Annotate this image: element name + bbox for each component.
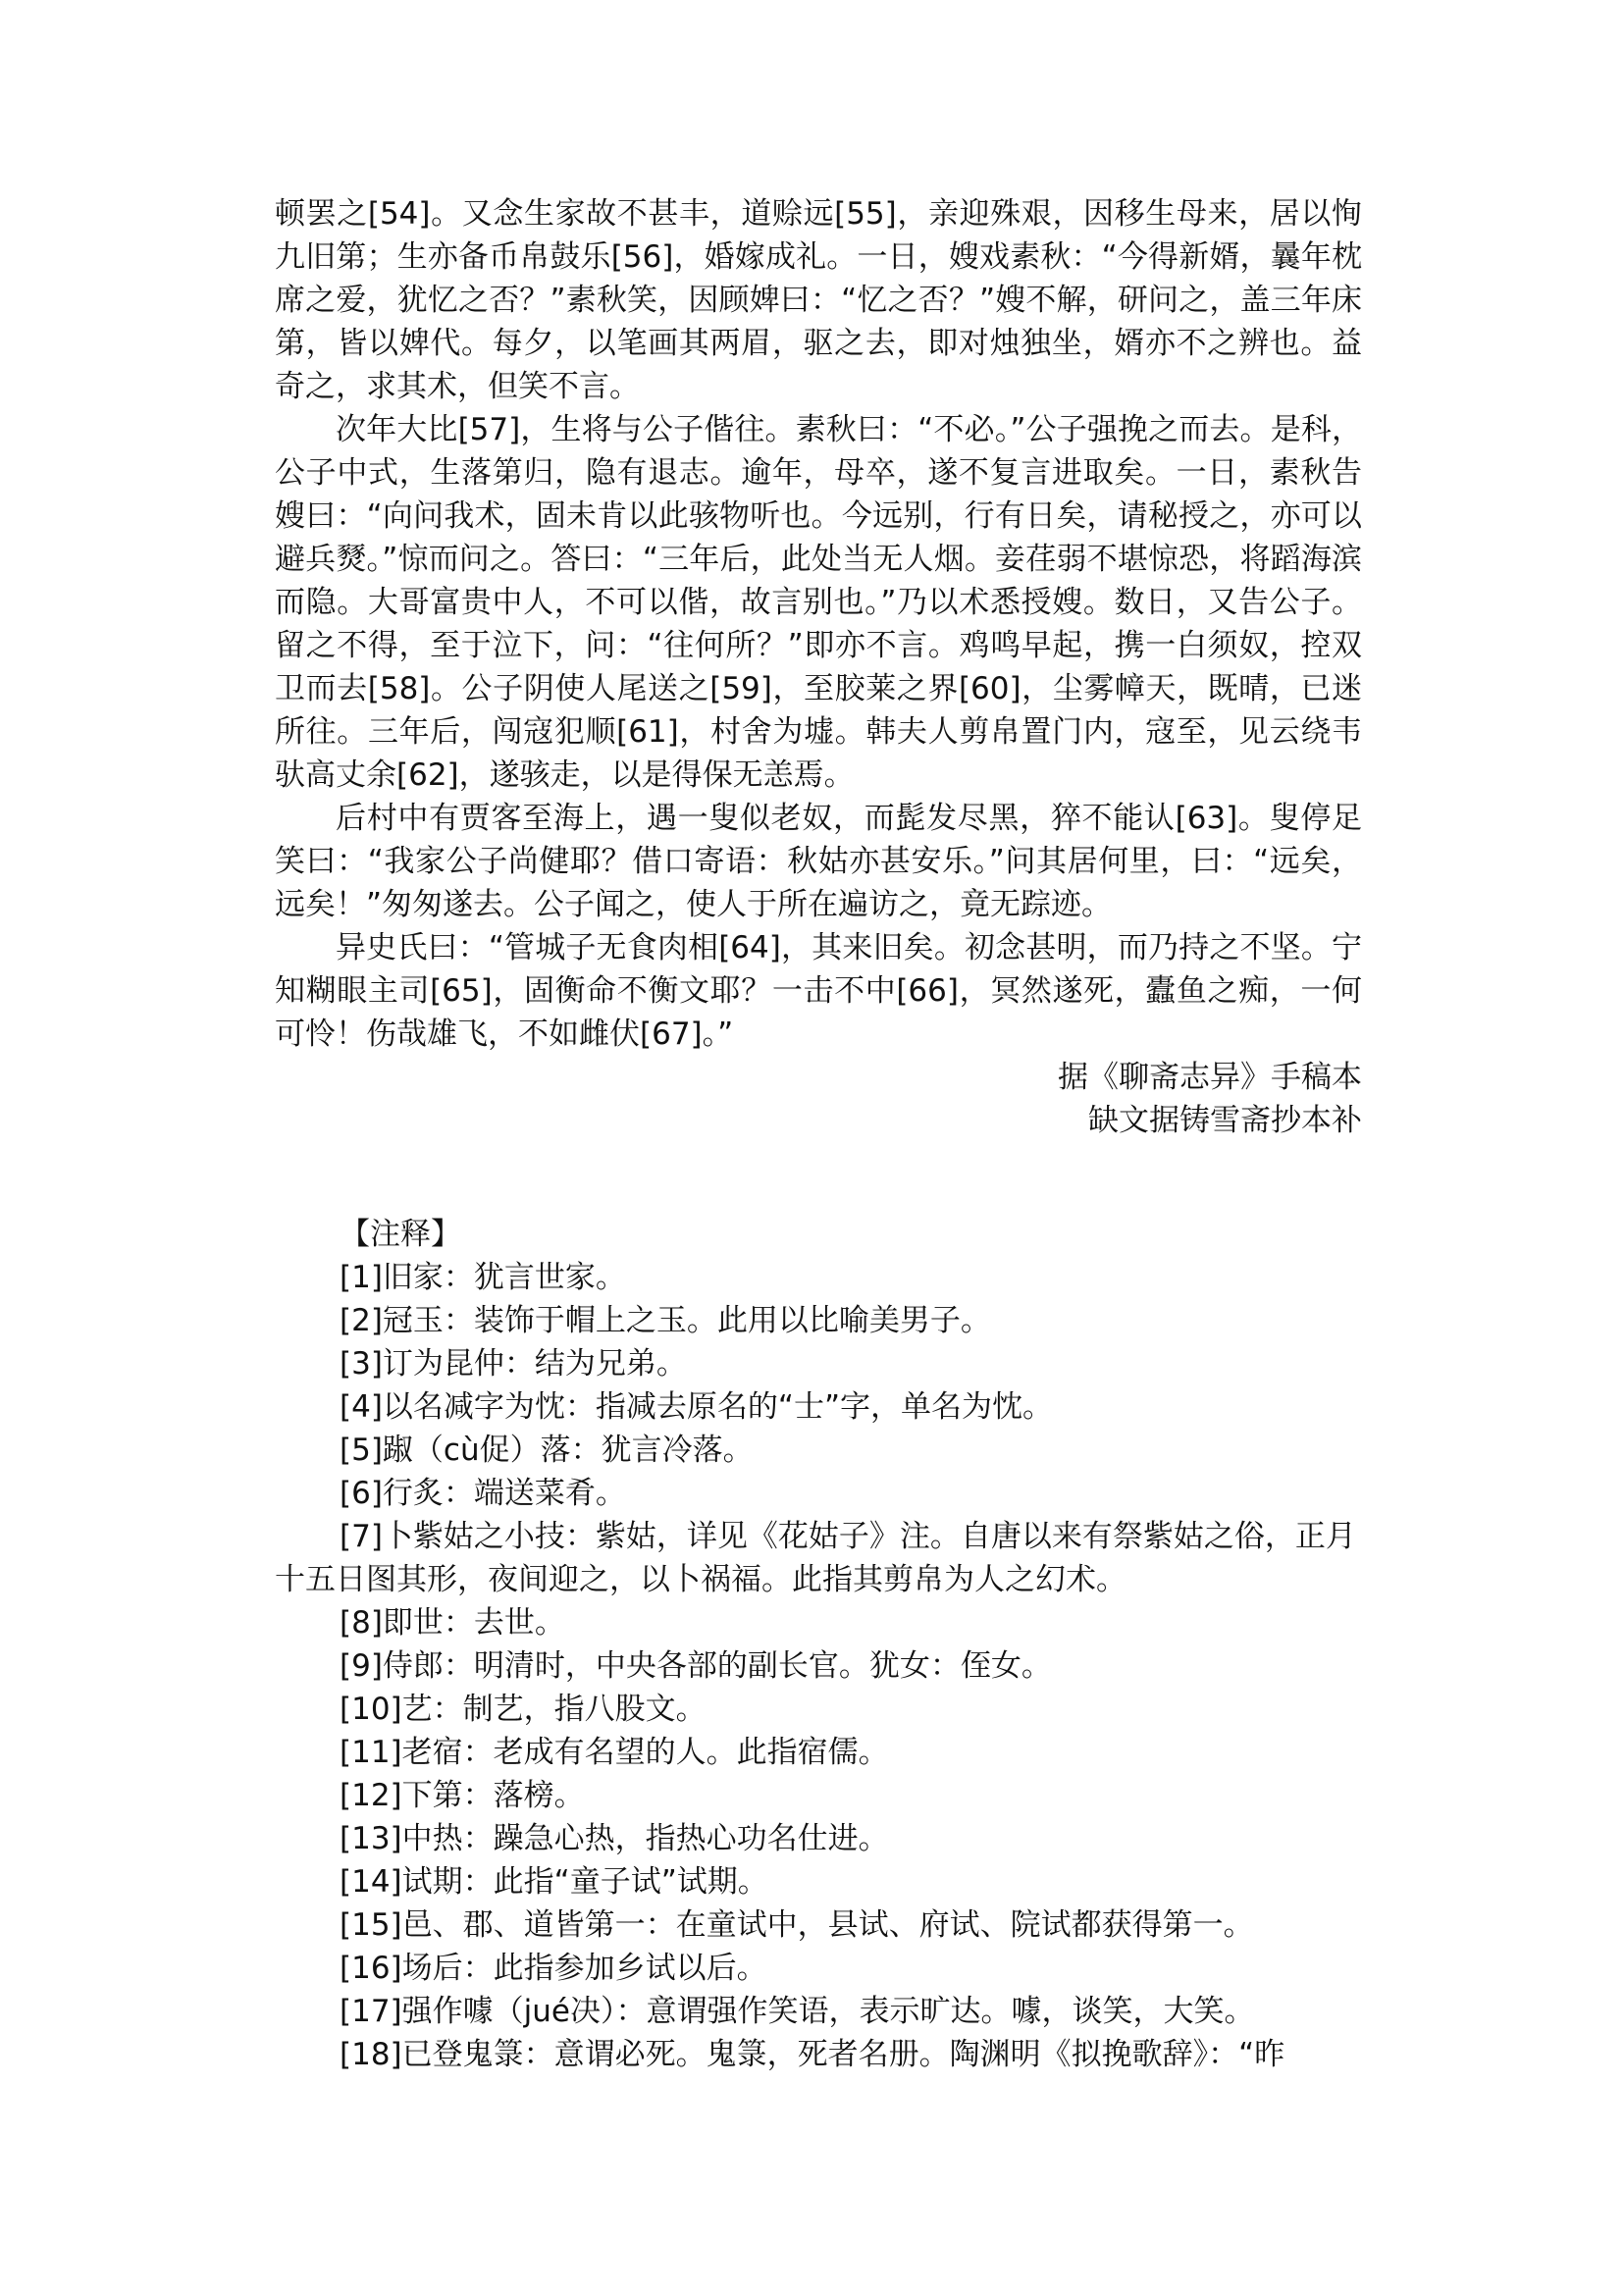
note-item: [5]踧（cù促）落：犹言冷落。 [340,1433,754,1468]
note-item: [2]冠玉：装饰于帽上之玉。此用以比喻美男子。 [340,1303,991,1338]
note-item: [4]以名减字为忱：指减去原名的“士”字，单名为忱。 [340,1389,1054,1425]
section-gap [275,1142,1362,1213]
note-item: [17]强作噱（jué决）：意谓强作笑语，表示旷达。噱，谈笑，大笑。 [340,1994,1255,2029]
paragraph-4: 异史氏曰：“管城子无食肉相[64]，其来旧矣。初念甚明，而乃持之不坚。宁知糊眼主司[65]，固衡命不衡文耶？一击不中[66]，冥然遂死，蠹鱼之痴，一何可怜！伤哉雄飞，不如雌伏[67]。” [275,930,1362,1052]
paragraph-3: 后村中有贾客至海上，遇一叟似老奴，而髭发尽黑，猝不能认[63]。叟停足笑曰：“我家公子尚健耶？借口寄语：秋姑亦甚安乐。”问其居何里，曰：“远矣，远矣！”匆匆遂去。公子闻之，使人于所在遍访之，竟无踪迹。 [275,801,1362,922]
note-item: [3]订为昆仲：结为兄弟。 [340,1346,687,1382]
source-line-1: 据《聊斋志异》手稿本 [1058,1060,1362,1095]
note-item: [13]中热：躁急心热，指热心功名仕进。 [340,1821,889,1856]
note-item: [11]老宿：老成有名望的人。此指宿儒。 [340,1735,889,1770]
note-item: [10]艺：制艺，指八股文。 [340,1692,707,1727]
paragraph-1: 顿罢之[54]。又念生家故不甚丰，道赊远[55]，亲迎殊艰，因移生母来，居以恂九旧第；生亦备币帛鼓乐[56]，婚嫁成礼。一日，嫂戏素秋：“今得新婿，曩年枕席之爱，犹忆之否？”素秋笑，因顾婢曰：“忆之否？”嫂不解，研问之，盖三年床第，皆以婢代。每夕，以笔画其两眉，驱之去，即对烛独坐，婿亦不之辨也。益奇之，求其术，但笑不言。 [275,196,1362,404]
note-item: [8]即世：去世。 [340,1605,565,1641]
paragraph-2: 次年大比[57]，生将与公子偕往。素秋曰：“不必。”公子强挽之而去。是科，公子中式，生落第归，隐有退志。逾年，母卒，遂不复言进取矣。一日，素秋告嫂曰：“向问我术，固未肯以此骇物听也。今远别，行有日矣，请秘授之，亦可以避兵燹。”惊而问之。答曰：“三年后，此处当无人烟。妾荏弱不堪惊恐，将蹈海滨而隐。大哥富贵中人，不可以偕，故言别也。”乃以术悉授嫂。数日，又告公子。留之不得，至于泣下，问：“往何所？”即亦不言。鸡鸣早起，携一白须奴，控双卫而去[58]。公子阴使人尾送之[59]，至胶莱之界[60]，尘雾幛天，既晴，已迷所往。三年后，闯寇犯顺[61]，村舍为墟。韩夫人剪帛置门内，寇至，见云绕韦驮高丈余[62]，遂骇走，以是得保无恙焉。 [275,412,1362,793]
source-line-2: 缺文据铸雪斋抄本补 [1088,1103,1362,1138]
note-item: [12]下第：落榜。 [340,1778,585,1813]
note-item: [16]场后：此指参加乡试以后。 [340,1951,767,1986]
note-item: [1]旧家：犹言世家。 [340,1260,626,1295]
note-item: [6]行炙：端送菜肴。 [340,1476,626,1511]
note-item: [9]侍郎：明清时，中央各部的副长官。犹女：侄女。 [340,1648,1052,1684]
note-item: [18]已登鬼箓：意谓必死。鬼箓，死者名册。陶渊明《拟挽歌辞》：“昨 [340,2037,1285,2072]
document-page [275,192,1362,2076]
notes-heading: 【注释】 [340,1217,461,1252]
note-item: [15]邑、郡、道皆第一：在童试中，县试、府试、院试都获得第一。 [340,1907,1254,1943]
note-item: [7]卜紫姑之小技：紫姑，详见《花姑子》注。自唐以来有祭紫姑之俗，正月十五日图其形，夜间迎之，以卜祸福。此指其剪帛为人之幻术。 [275,1519,1356,1597]
note-item: [14]试期：此指“童子试”试期。 [340,1864,768,1900]
